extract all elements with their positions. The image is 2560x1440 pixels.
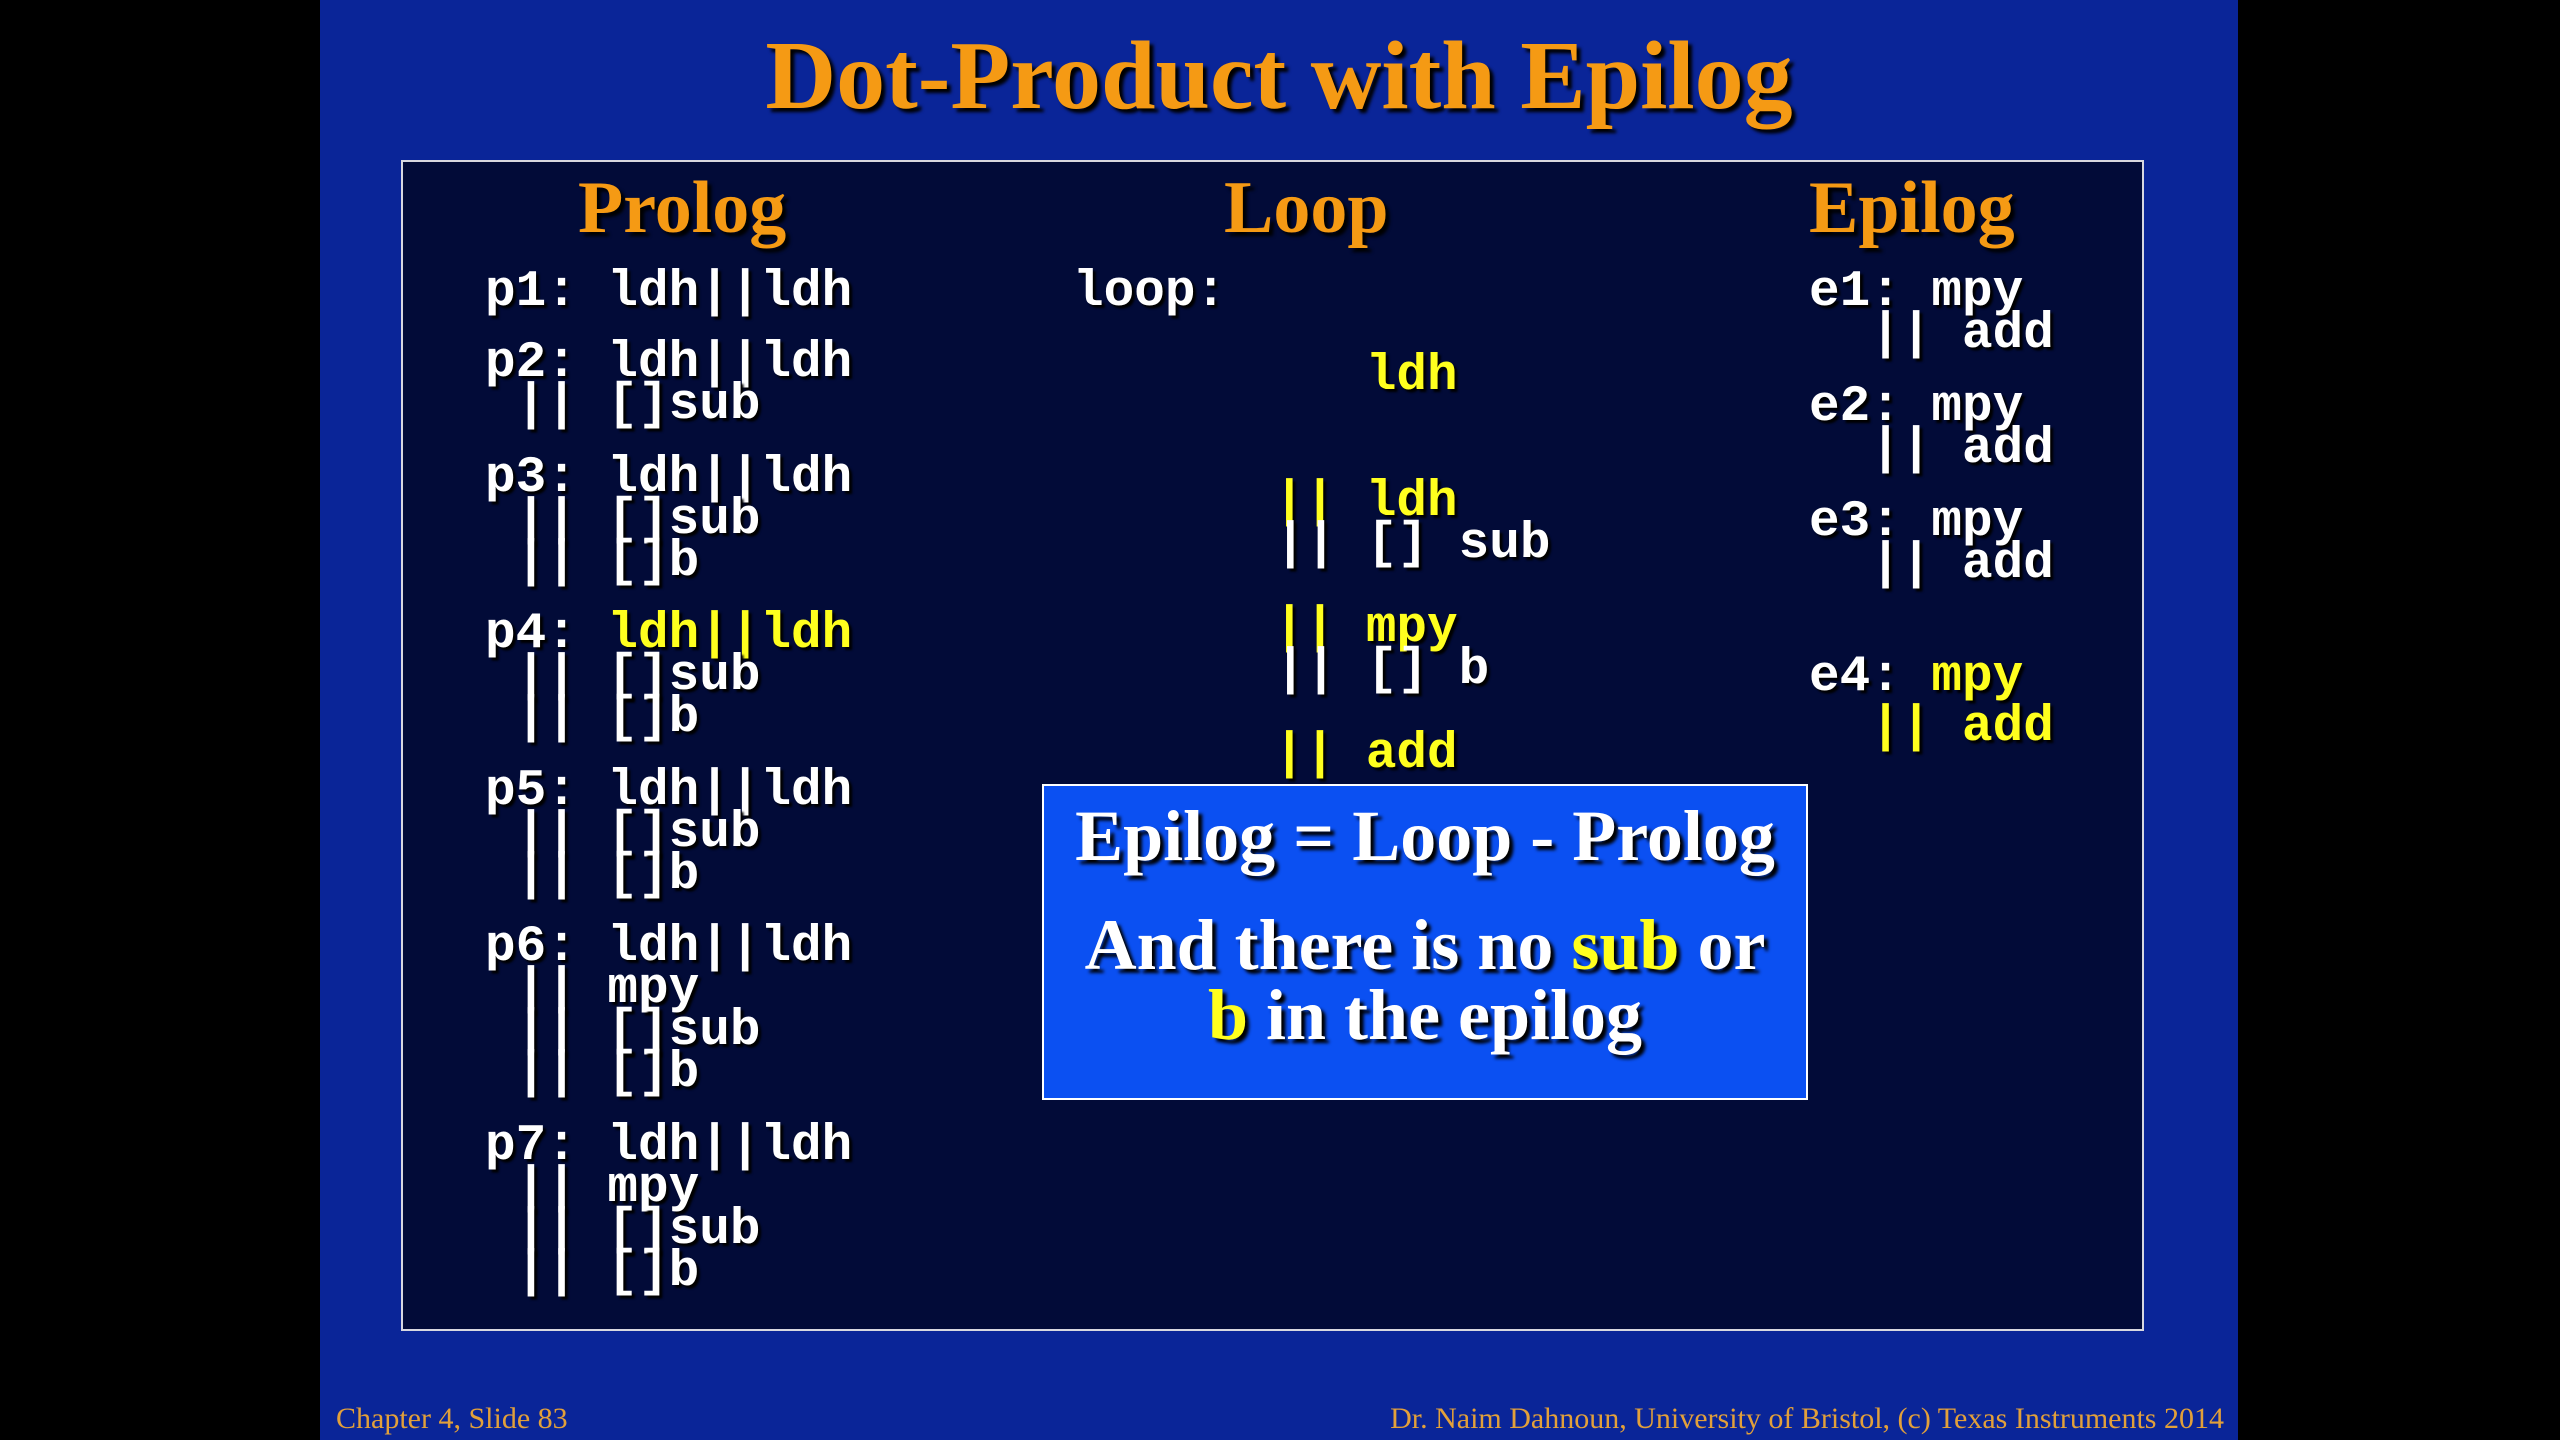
epilog-callout <box>1042 784 1808 1100</box>
prolog-p5: p5: ldh||ldh || []sub || []b <box>485 763 853 904</box>
prolog-heading: Prolog <box>578 167 787 249</box>
callout-line1: Epilog = Loop - Prolog <box>1075 796 1775 876</box>
footer-credit: Dr. Naim Dahnoun, University of Bristol, (c) Texas Instruments 2014 <box>1390 1402 2224 1435</box>
epilog-e2: e2: mpy || add <box>1809 379 2054 478</box>
prolog-p3: p3: ldh||ldh || []sub || []b <box>485 450 853 591</box>
slide <box>320 0 2238 1440</box>
epilog-e4: e4: mpy || add <box>1809 649 2054 756</box>
loop-body: ldh || ldh || mpy || add <box>1274 348 1458 783</box>
loop-heading: Loop <box>1224 167 1389 249</box>
epilog-e1: e1: mpy || add <box>1809 264 2054 363</box>
loop-label: loop: <box>1073 264 1227 321</box>
epilog-heading: Epilog <box>1809 167 2015 249</box>
code-panel <box>401 160 2144 1331</box>
prolog-p1: p1: ldh||ldh <box>485 264 853 321</box>
prolog-p2: p2: ldh||ldh || []sub <box>485 335 853 434</box>
loop-body-branch: || [] sub || [] b <box>1275 516 1551 699</box>
epilog-e3: e3: mpy || add <box>1809 494 2054 593</box>
prolog-p4: p4: ldh||ldh || []sub || []b <box>485 606 853 747</box>
prolog-p7: p7: ldh||ldh || mpy || []sub || []b <box>485 1118 853 1301</box>
prolog-p6: p6: ldh||ldh || mpy || []sub || []b <box>485 919 853 1102</box>
footer-slide-number: Chapter 4, Slide 83 <box>336 1402 568 1435</box>
slide-title: Dot-Product with Epilog <box>765 22 1793 130</box>
callout-line2: And there is no sub or b in the epilog <box>1084 905 1766 1055</box>
p4-highlighted-ldh: ldh||ldh <box>607 606 853 663</box>
